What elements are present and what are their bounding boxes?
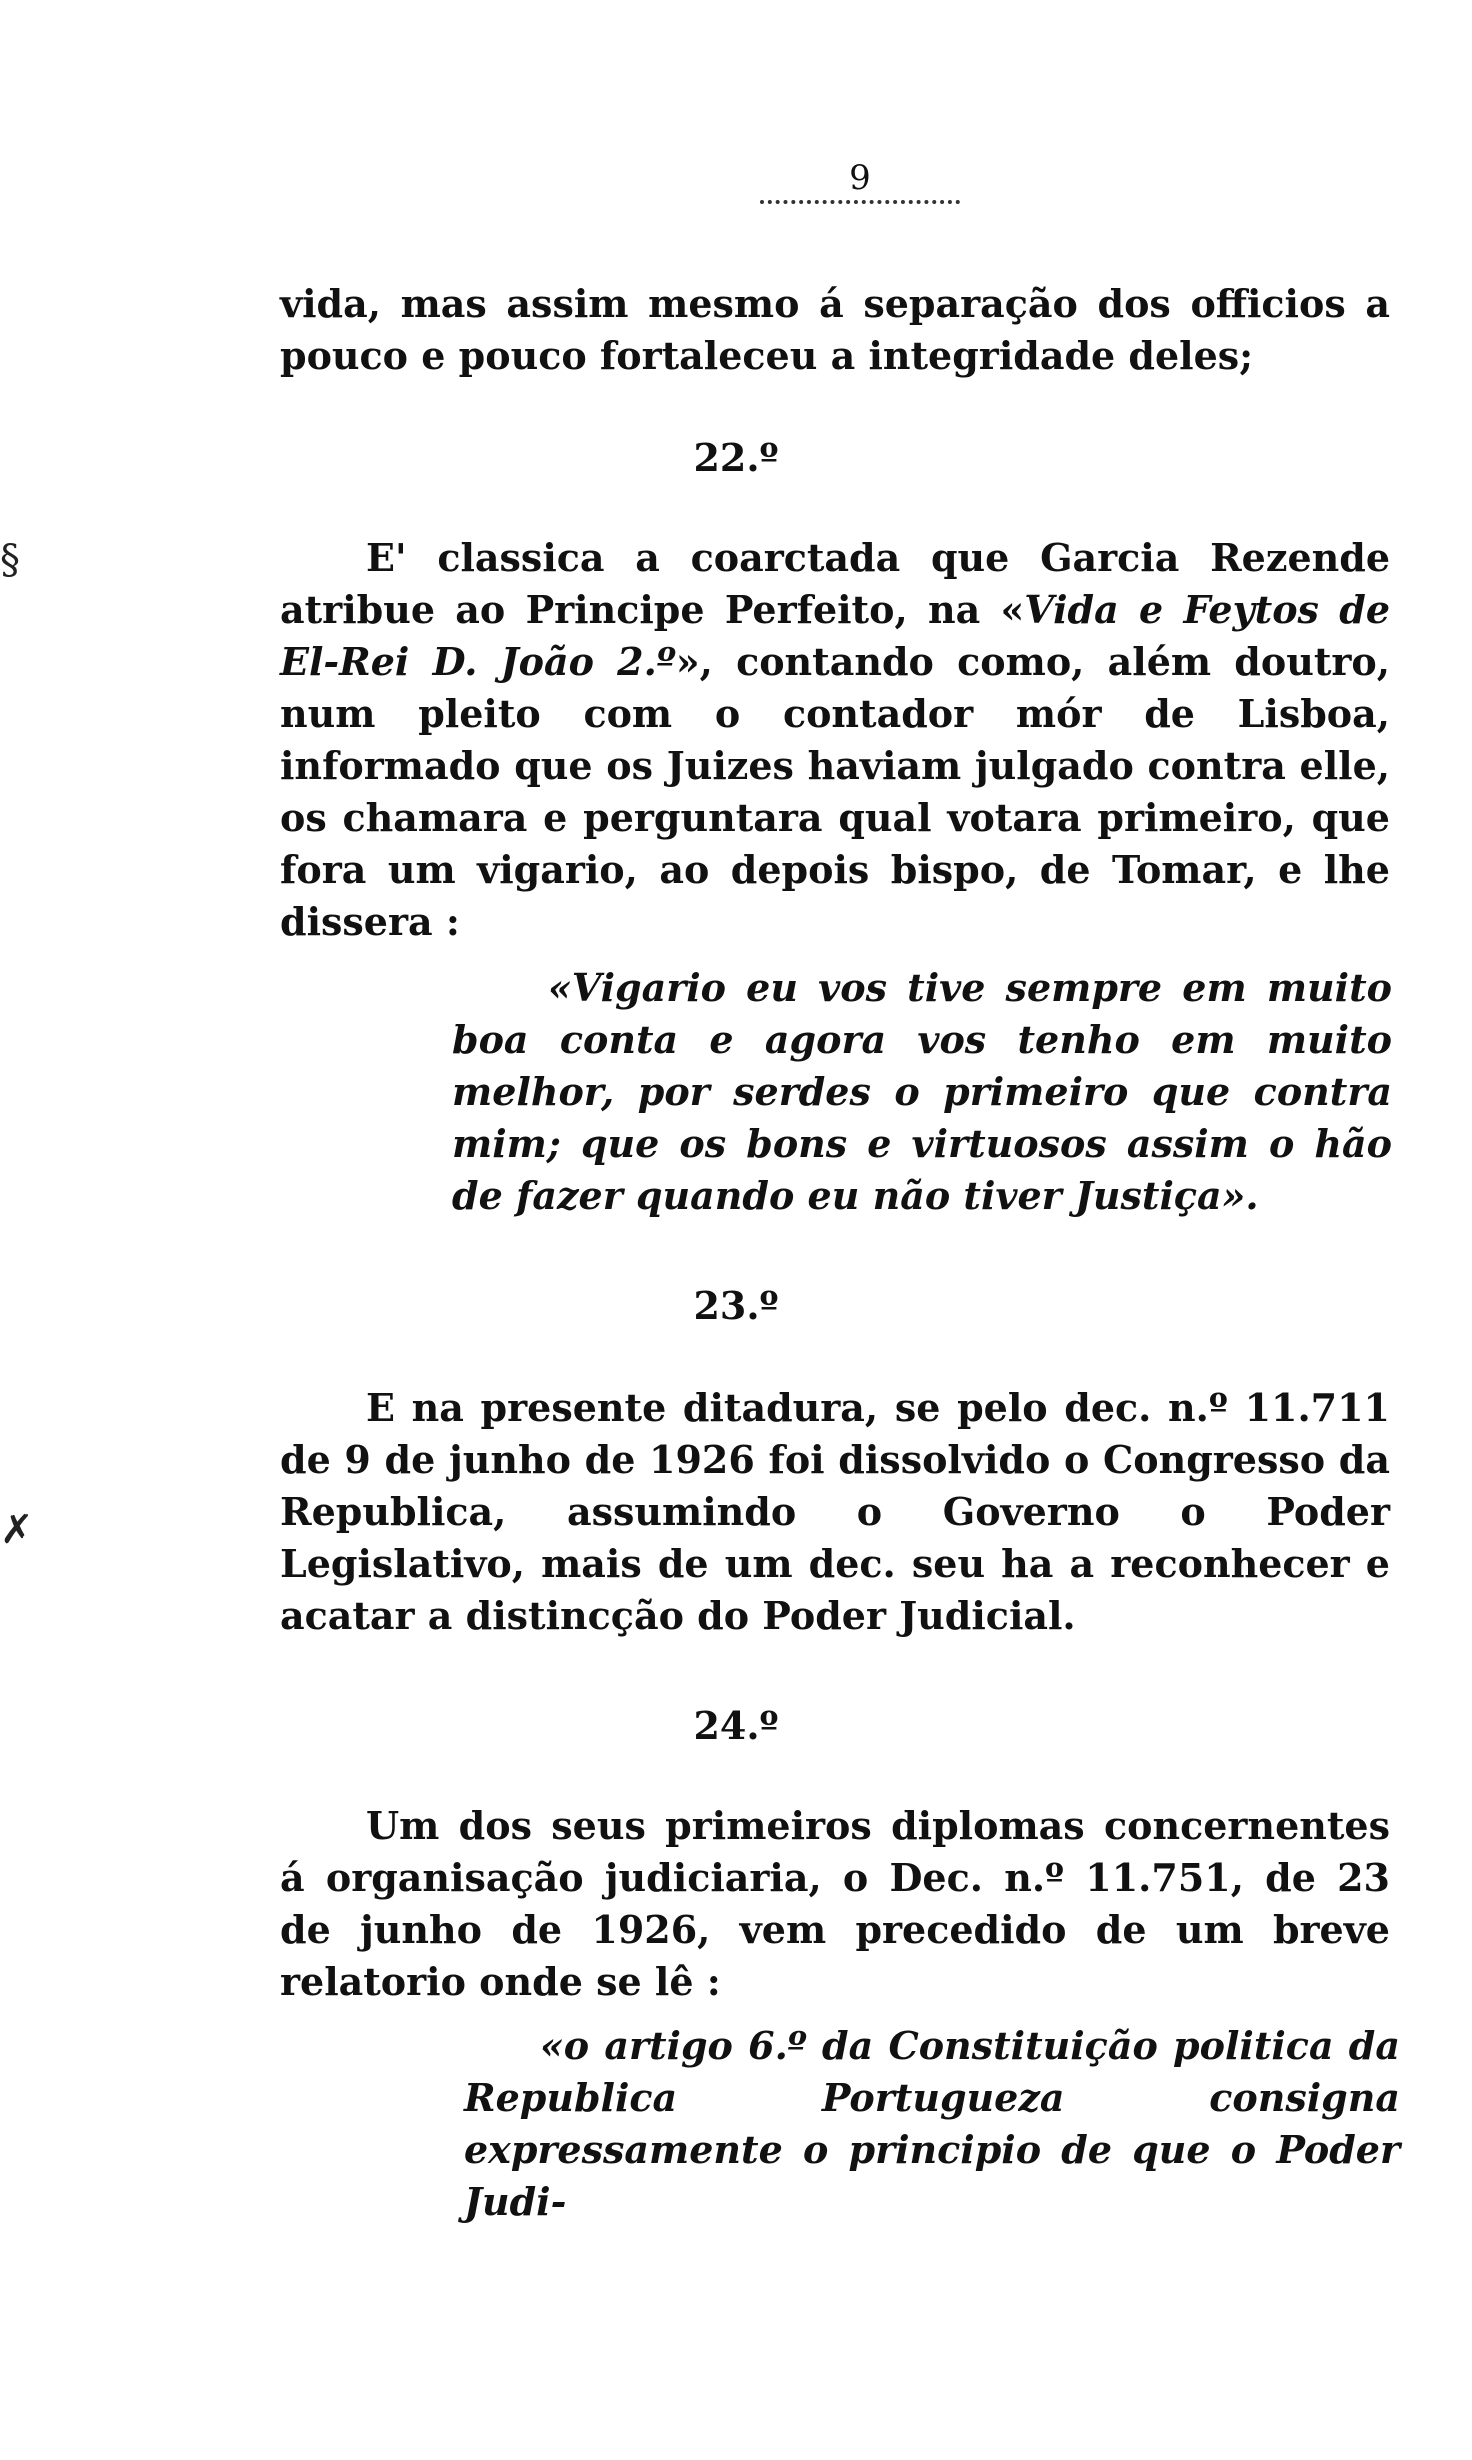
paragraph-text: E na presente ditadura, se pelo dec. n.º 11.711 de 9 de junho de 1926 foi dissolvido o Congresso da Republica, assumindo o Governo o Poder Legislativo, mais de um dec. seu ha a reconhecer e acatar a distincção do Poder Judicial.	[280, 1385, 1390, 1638]
paragraph-diplomas	[280, 1800, 1390, 2008]
paragraph-garcia-rezende	[280, 532, 1390, 948]
paragraph-text: Um dos seus primeiros diplomas concernentes á organisação judiciaria, o Dec. n.º 11.751, de 23 de junho de 1926, vem precedido de um breve relatorio onde se lê :	[280, 1803, 1390, 2004]
quotation-artigo	[464, 2020, 1400, 2228]
section-heading-22: 22.º	[693, 435, 779, 480]
paragraph-text: vida, mas assim mesmo á separação dos officios a pouco e pouco fortaleceu a integridade deles;	[280, 281, 1390, 378]
margin-mark-icon: §	[0, 537, 20, 583]
paragraph-text-end: », contando como, além doutro, num pleito com o contador mór de Lisboa, informado que os Juizes haviam julgado contra elle, os chamara e perguntara qual votara primeiro, que fora um vigario, ao depois bispo, de Tomar, e lhe dissera :	[280, 639, 1390, 944]
section-heading-24: 24.º	[693, 1703, 779, 1748]
paragraph-ditadura	[280, 1382, 1390, 1642]
section-heading-23: 23.º	[693, 1283, 779, 1328]
book-title: Vida e Feytos de El-Rei D. João 2.º	[280, 587, 1390, 684]
margin-mark-icon: ✗	[0, 1507, 34, 1553]
page-number	[760, 158, 960, 204]
page-number-text: 9	[849, 158, 871, 198]
quotation-text: «Vigario eu vos tive sempre em muito boa conta e agora vos tenho em muito melhor, por serdes o primeiro que contra mim; que os bons e virtuosos assim o hão de fazer quando eu não tiver Justiça».	[452, 965, 1392, 1218]
quotation-text: «o artigo 6.º da Constituição politica da Republica Portugueza consigna expressamente o principio de que o Poder Judi-	[464, 2023, 1400, 2224]
quotation-vigario	[452, 962, 1392, 1222]
paragraph-continuation	[280, 278, 1390, 382]
paragraph-text	[280, 532, 1390, 948]
page-number-dotted-rule	[760, 200, 960, 204]
paragraph-text-start: E' classica a coarctada que Garcia Rezende atribue ao Principe Perfeito, na «	[280, 535, 1390, 632]
